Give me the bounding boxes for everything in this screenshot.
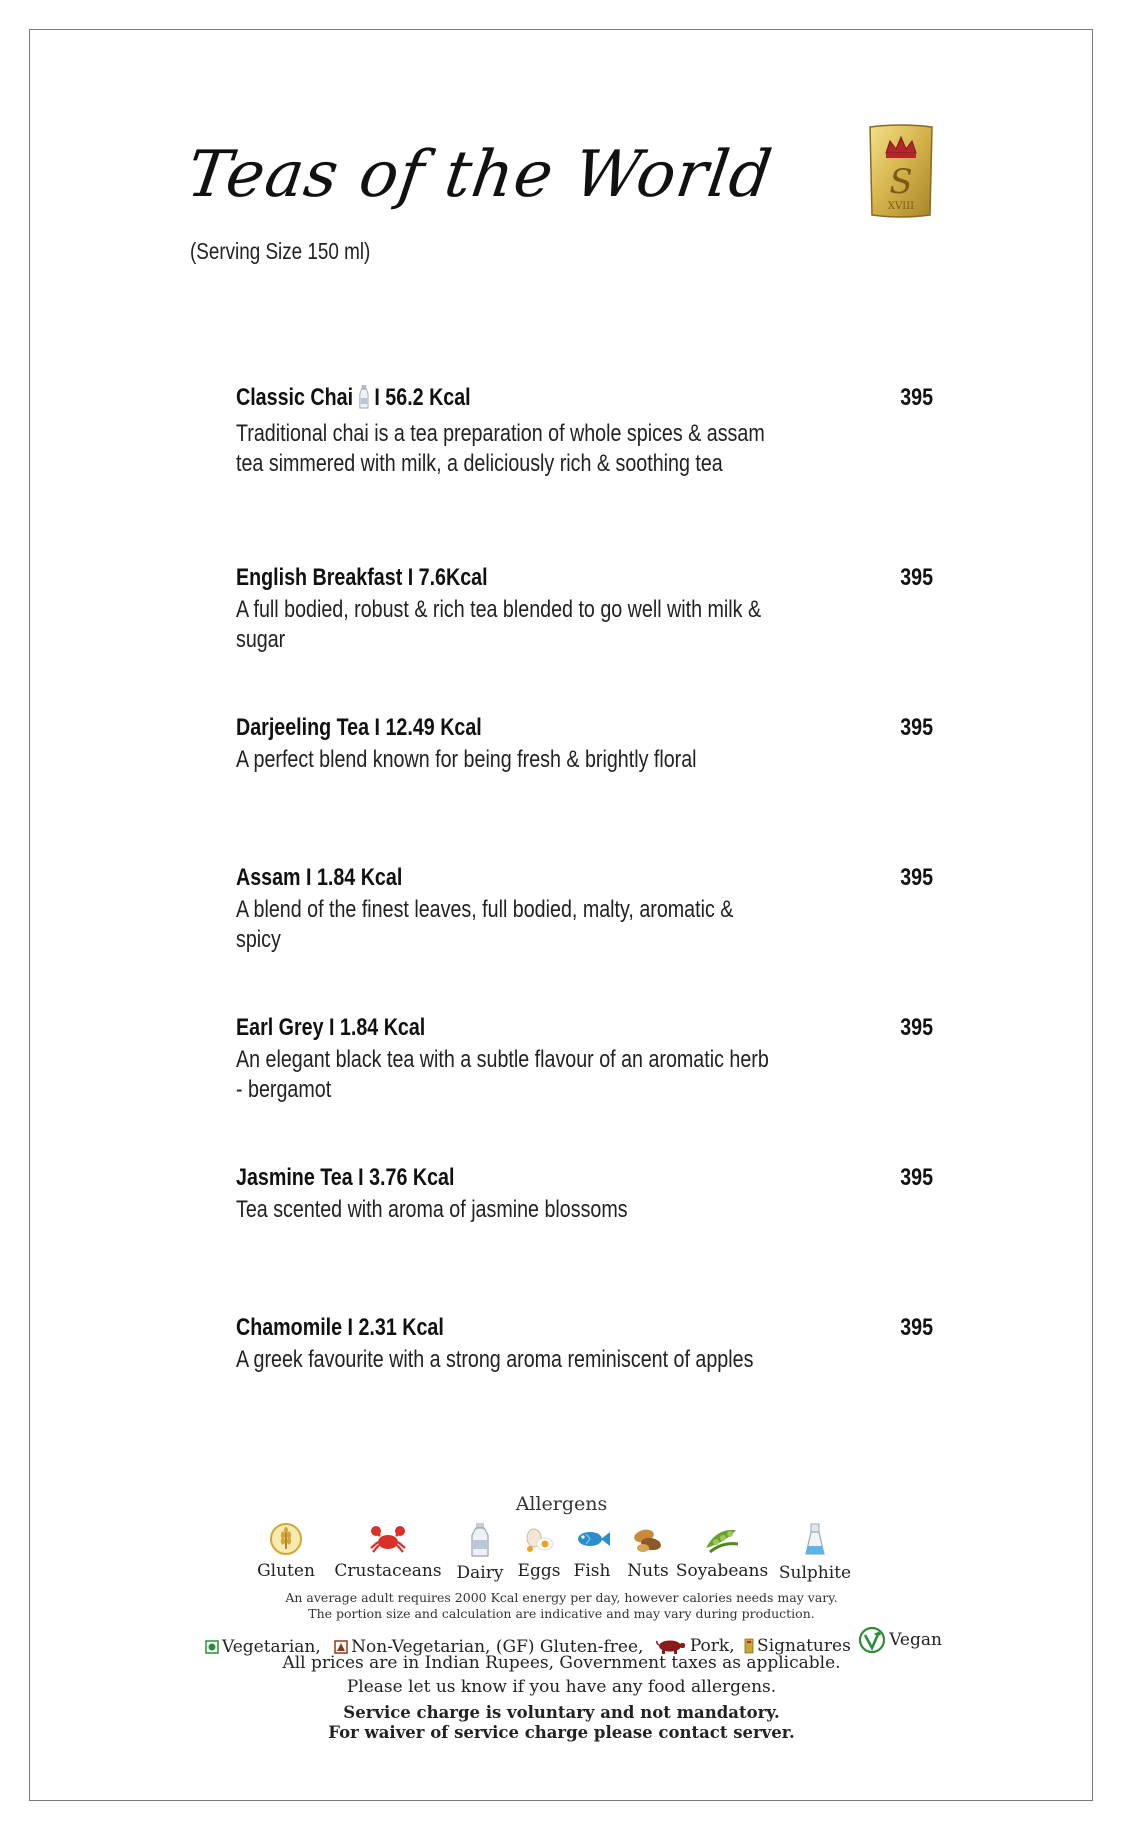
menu-item	[236, 714, 936, 775]
legend-label: Signatures	[757, 1636, 851, 1656]
menu-item	[236, 564, 936, 655]
allergen-label: Crustaceans	[334, 1561, 442, 1581]
menu-title: Teas of the World	[182, 138, 777, 212]
allergen-fish	[566, 1522, 618, 1581]
item-kcal: I 56.2 Kcal	[374, 384, 471, 411]
allergens-heading: Allergens	[515, 1493, 608, 1515]
fish-icon	[572, 1522, 612, 1556]
item-description: Traditional chai is a tea preparation of whole spices & assam tea simmered with milk, a deliciously rich & soothing tea	[236, 420, 765, 477]
eggs-icon	[521, 1522, 557, 1556]
milk-bottle-icon	[469, 1522, 491, 1558]
calorie-note: An average adult requires 2000 Kcal energy per day, however calories needs may vary.	[285, 1590, 838, 1605]
prices-note: All prices are in Indian Rupees, Government taxes as applicable.	[282, 1653, 841, 1673]
pig-icon	[655, 1638, 687, 1654]
legend-label: Pork,	[689, 1636, 735, 1656]
item-title: Assam I 1.84 Kcal	[236, 864, 403, 891]
item-title: Earl Grey I 1.84 Kcal	[236, 1014, 426, 1041]
allergen-label: Soyabeans	[675, 1561, 769, 1581]
allergen-crustaceans	[334, 1522, 442, 1581]
wheat-icon	[269, 1522, 303, 1556]
portion-note: The portion size and calculation are indicative and may vary during production.	[308, 1606, 815, 1621]
svg-text:XVIII: XVIII	[887, 201, 915, 212]
soybean-icon	[702, 1522, 742, 1556]
item-description: A greek favourite with a strong aroma reminiscent of apples	[236, 1346, 754, 1373]
svg-text:S: S	[889, 162, 913, 202]
item-title: Darjeeling Tea I 12.49 Kcal	[236, 714, 482, 741]
service-waiver-note: For waiver of service charge please contact server.	[328, 1723, 795, 1742]
service-charge-note: Service charge is voluntary and not mandatory.	[343, 1703, 780, 1722]
allergen-sulphite	[774, 1522, 856, 1583]
item-description: An elegant black tea with a subtle flavour of an aromatic herb - bergamot	[236, 1046, 769, 1103]
crest-logo-icon	[866, 123, 936, 219]
menu-item	[236, 384, 936, 479]
menu-item	[236, 864, 936, 955]
allergen-legend	[254, 1522, 864, 1594]
item-description: Tea scented with aroma of jasmine blossoms	[236, 1196, 628, 1223]
allergen-label: Sulphite	[778, 1563, 852, 1583]
legend-vegan	[858, 1626, 942, 1654]
item-price: 395	[900, 714, 933, 741]
item-price: 395	[900, 384, 933, 411]
item-description: A full bodied, robust & rich tea blended to go well with milk & sugar	[236, 596, 762, 653]
legend-label: Non-Vegetarian, (GF) Gluten-free,	[351, 1637, 644, 1657]
veg-mark-icon	[205, 1640, 219, 1654]
allergen-label: Gluten	[257, 1561, 315, 1581]
item-price: 395	[900, 1164, 933, 1191]
vegan-icon	[858, 1626, 886, 1654]
allergies-note: Please let us know if you have any food allergens.	[346, 1677, 777, 1697]
allergen-nuts	[622, 1522, 674, 1581]
item-description: A perfect blend known for being fresh & brightly floral	[236, 746, 697, 773]
item-title: English Breakfast I 7.6Kcal	[236, 564, 488, 591]
allergen-label: Fish	[573, 1561, 611, 1581]
item-title: Jasmine Tea I 3.76 Kcal	[236, 1164, 455, 1191]
item-title	[236, 384, 471, 416]
item-price: 395	[900, 1314, 933, 1341]
crab-icon	[368, 1522, 408, 1556]
menu-item	[236, 1314, 936, 1375]
allergen-label: Eggs	[517, 1561, 561, 1581]
legend-label: Vegan	[889, 1630, 942, 1650]
legend-label: Vegetarian,	[222, 1637, 321, 1657]
serving-size: (Serving Size 150 ml)	[190, 238, 371, 264]
item-price: 395	[900, 564, 933, 591]
menu-item	[236, 1164, 936, 1225]
item-description: A blend of the finest leaves, full bodied, malty, aromatic & spicy	[236, 896, 734, 953]
allergen-soyabeans	[674, 1522, 770, 1581]
signature-crest-icon	[744, 1638, 754, 1654]
menu-item	[236, 1014, 936, 1105]
item-price: 395	[900, 864, 933, 891]
allergen-dairy	[450, 1522, 510, 1583]
item-price: 395	[900, 1014, 933, 1041]
nonveg-mark-icon	[334, 1640, 348, 1654]
allergen-label: Dairy	[456, 1563, 504, 1583]
sulphite-icon	[803, 1522, 827, 1558]
nuts-icon	[629, 1522, 667, 1556]
milk-bottle-icon	[358, 385, 369, 416]
item-name: Classic Chai	[236, 384, 354, 411]
item-title: Chamomile I 2.31 Kcal	[236, 1314, 444, 1341]
allergen-gluten	[254, 1522, 318, 1581]
allergen-label: Nuts	[627, 1561, 669, 1581]
allergen-eggs	[514, 1522, 564, 1581]
